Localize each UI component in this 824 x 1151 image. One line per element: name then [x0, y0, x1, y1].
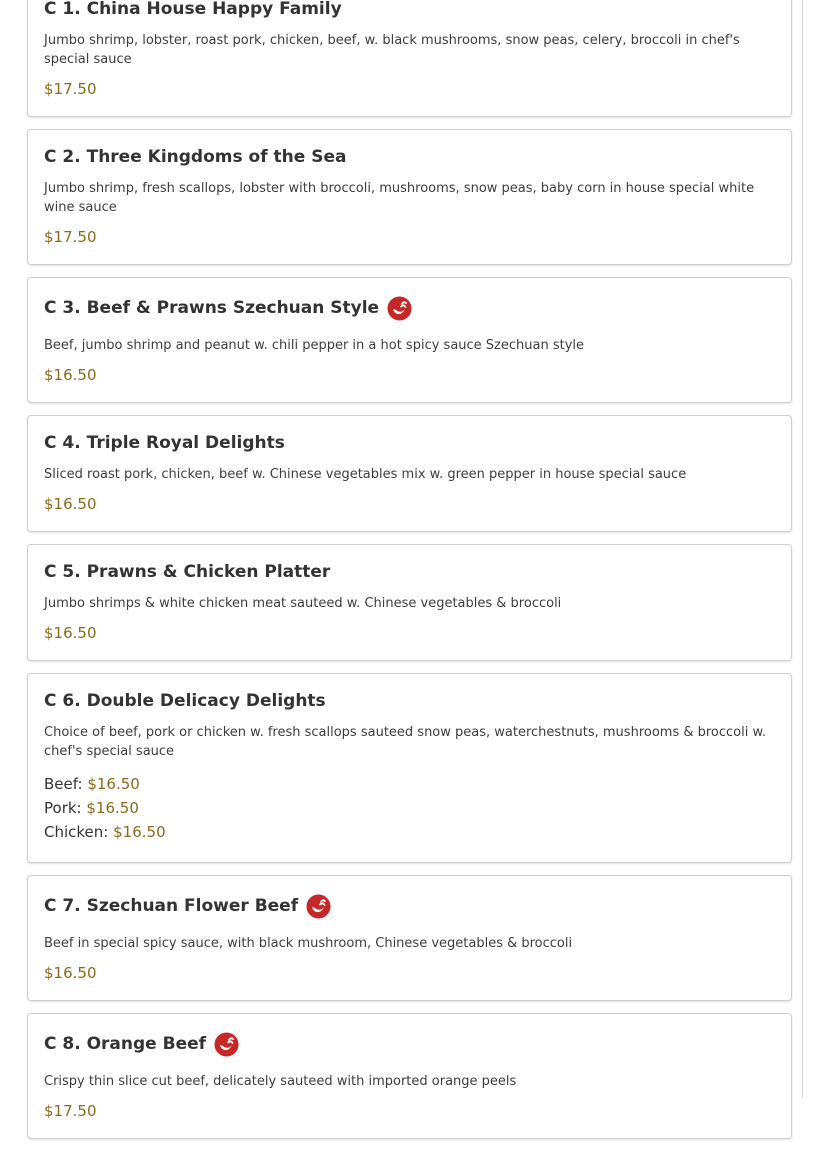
chili-pepper-icon — [214, 1032, 239, 1057]
item-price: $17.50 — [44, 80, 97, 98]
item-description: Beef in special spicy sauce, with black mushroom, Chinese vegetables & broccoli — [44, 936, 573, 951]
item-title: C 5. Prawns & Chicken Platter — [44, 562, 331, 582]
option-price: $16.50 — [87, 775, 140, 793]
item-price: $16.50 — [44, 624, 97, 642]
item-title: C 3. Beef & Prawns Szechuan Style — [44, 298, 380, 318]
item-title: C 2. Three Kingdoms of the Sea — [44, 147, 347, 167]
item-title: C 1. China House Happy Family — [44, 0, 342, 19]
chili-pepper-icon — [387, 296, 412, 321]
menu-item-card[interactable] — [27, 673, 792, 863]
option-label: Pork: — [44, 799, 82, 817]
menu-item-card[interactable] — [27, 277, 792, 403]
price-option-pork[interactable] — [44, 796, 775, 820]
price-option-chicken[interactable] — [44, 820, 775, 844]
item-description: Beef, jumbo shrimp and peanut w. chili pepper in a hot spicy sauce Szechuan style — [44, 338, 585, 353]
menu-item-card[interactable] — [27, 415, 792, 532]
item-description: Jumbo shrimps & white chicken meat sauteed w. Chinese vegetables & broccoli — [44, 596, 562, 611]
item-price: $16.50 — [44, 964, 97, 982]
item-price: $16.50 — [44, 495, 97, 513]
item-description: Sliced roast pork, chicken, beef w. Chinese vegetables mix w. green pepper in house special sauce — [44, 467, 687, 482]
item-description: Jumbo shrimp, fresh scallops, lobster with broccoli, mushrooms, snow peas, baby corn in house special white wine sauce — [44, 181, 755, 215]
menu-item-card[interactable] — [27, 544, 792, 661]
option-price: $16.50 — [113, 823, 166, 841]
item-title-row — [44, 1030, 775, 1058]
item-description: Choice of beef, pork or chicken w. fresh scallops sauteed snow peas, waterchestnuts, mushrooms & broccoli w. chef's special sauce — [44, 725, 767, 759]
menu-item-card[interactable] — [27, 875, 792, 1001]
item-title: C 7. Szechuan Flower Beef — [44, 896, 299, 916]
item-title-row — [44, 892, 775, 920]
item-title: C 6. Double Delicacy Delights — [44, 691, 326, 711]
option-label: Beef: — [44, 775, 83, 793]
item-price: $16.50 — [44, 366, 97, 384]
item-description: Crispy thin slice cut beef, delicately sauteed with imported orange peels — [44, 1074, 517, 1089]
price-options — [44, 772, 775, 862]
chili-pepper-icon — [306, 894, 331, 919]
item-title-row — [44, 294, 775, 322]
menu-item-card[interactable] — [27, 1013, 792, 1139]
item-price: $17.50 — [44, 228, 97, 246]
menu-item-card[interactable] — [27, 129, 792, 265]
item-title: C 4. Triple Royal Delights — [44, 433, 285, 453]
item-description: Jumbo shrimp, lobster, roast pork, chicken, beef, w. black mushrooms, snow peas, celery, broccoli in chef's special sauce — [44, 33, 740, 67]
item-price: $17.50 — [44, 1102, 97, 1120]
menu-item-list — [27, 0, 792, 1151]
price-option-beef[interactable] — [44, 772, 775, 796]
option-label: Chicken: — [44, 823, 109, 841]
option-price: $16.50 — [86, 799, 139, 817]
item-title: C 8. Orange Beef — [44, 1034, 207, 1054]
menu-item-card[interactable] — [27, 0, 792, 117]
